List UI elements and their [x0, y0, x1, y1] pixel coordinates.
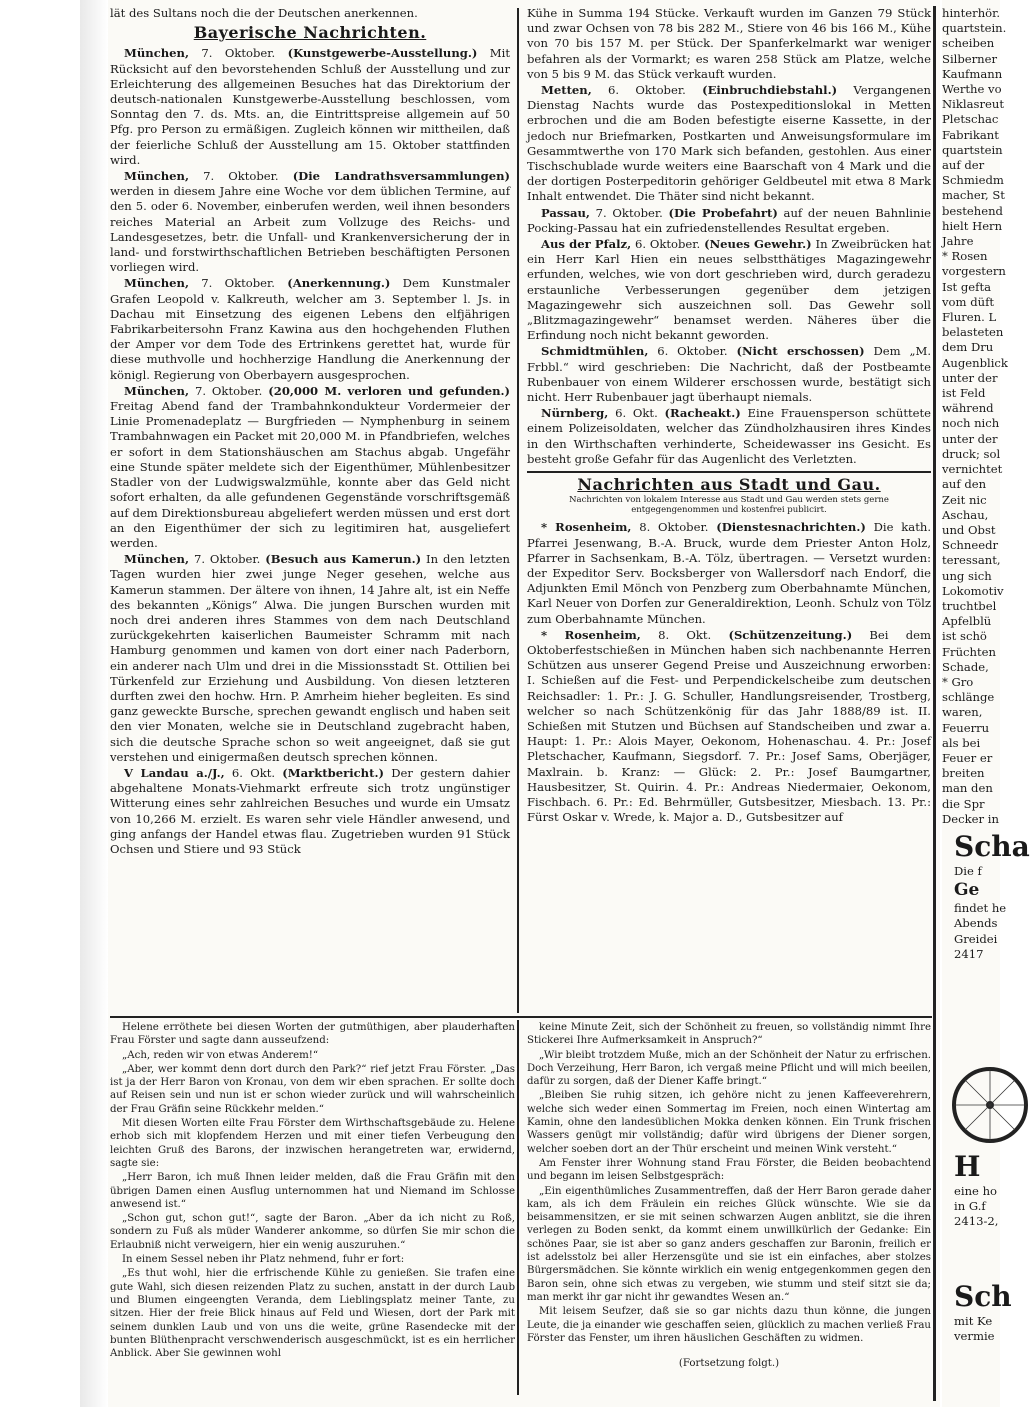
- local-articles: [527, 520, 931, 825]
- paragraph: „Ach, reden wir von etwas Anderem!“: [122, 1049, 319, 1061]
- top-fragment: lät des Sultans noch die der Deutschen anerkennen.: [110, 6, 418, 20]
- edge-line: Silberner: [942, 51, 998, 66]
- article-location: Schmidtmühlen,: [541, 344, 649, 359]
- edge-line: in G.f: [954, 1199, 986, 1214]
- ad2-text: [954, 1184, 998, 1230]
- article-headline: (Nicht erschossen): [736, 344, 865, 359]
- article-text: In Zweibrücken hat ein Herr Karl Hien ein neues selbstthätiges Magazingewehr erfunden, welches, wie von dort geschrieben wird, durch geradezu erstaunliche Verbesserungen gegenüber dem jetzigen Magazingewehr sich auszeichnen soll. Das Gewehr soll „Blitzmagazingewehr“ benamset werden. Näheres über die Erfindung noch nicht bekannt geworden.: [527, 237, 932, 343]
- section-subnote: Nachrichten von lokalem Interesse aus Stadt und Gau werden stets gerne entgegengenommen und kostenfrei publicirt.: [569, 495, 889, 516]
- article-headline: (Kunstgewerbe-Ausstellung.): [287, 46, 478, 61]
- edge-line: unter der: [942, 370, 998, 385]
- edge-divider: [933, 6, 936, 1401]
- edge-line: Greidei: [954, 931, 998, 946]
- article-location: V Landau a./J.,: [124, 765, 225, 780]
- edge-line: Apfelblü: [942, 614, 992, 629]
- ad1-text: [954, 901, 1030, 962]
- edge-line: als bei: [942, 735, 981, 750]
- article-text: werden in diesem Jahre eine Woche vor dem üblichen Termine, auf den 5. oder 6. November, einberufen werden, weil ihnen besonders reiches Material an Arbeit zum Vollzuge des Reichs- und Landesgesetzes, betr. die Unfall- und Krankenversicherung der in land- und forstwirthschaftlichen Betrieben beschäftigten Personen vorliegen wird.: [110, 184, 510, 275]
- column-2: [527, 6, 931, 1016]
- article-date: 8. Oktober.: [639, 520, 709, 535]
- edge-line: Schade,: [942, 659, 989, 674]
- article-date: 6. Okt.: [231, 765, 276, 780]
- page-spine: [80, 0, 108, 1407]
- article: [110, 46, 510, 168]
- article-location: * Rosenheim,: [541, 520, 632, 535]
- feuilleton-divider: [517, 1020, 519, 1395]
- articles-list: [527, 83, 931, 467]
- edge-line: man den: [942, 781, 993, 796]
- edge-line: Zeit nic: [942, 492, 987, 507]
- article-text: Mit Rücksicht auf den bevorstehenden Schluß der Ausstellung und zur Erleichterung des allgemeinen Besuches hat das Direktorium der deutsch-nationalen Kunstgewerbe-Ausstellung beschlossen, vom Sonntag den 7. ds. Mts. an, die Eintrittspreise allgemein auf 50 Pfg. pro Person zu ermäßigen. Zugleich können wir mittheilen, daß der feierliche Schluß der Ausstellung am 15. Oktober stattfinden wird.: [110, 46, 511, 167]
- paragraph: In einem Sessel neben ihr Platz nehmend, fuhr er fort:: [122, 1254, 405, 1266]
- edge-line: findet he: [954, 901, 1007, 916]
- ad1-line: Die f: [954, 864, 982, 878]
- paragraph: „Aber, wer kommt denn dort durch den Park?“ rief jetzt Frau Förster. „Das ist ja der Herr Baron von Kronau, von dem wir eben sprachen. Er sollte doch auf Reisen sein und nun ist er schon wieder zurück und will wahrscheinlich der Frau Gräfin seine Rückkehr melden.“: [110, 1063, 515, 1115]
- edge-ad-3: [954, 1280, 1012, 1344]
- edge-line: und Obst: [942, 522, 996, 537]
- section-heading-local: Nachrichten aus Stadt und Gau.: [577, 475, 881, 495]
- continued-note: (Fortsetzung folgt.): [678, 1358, 780, 1370]
- article-text: Eine Frauensperson schüttete einem Polizeisoldaten, welcher das Zündholzhausiren ihres Kindes in den Wirthschaften verhinderte, Scheidewasser ins Gesicht. Es besteht große Gefahr für das Augenlicht des Verletzten.: [527, 406, 932, 466]
- edge-line: Decker in: [942, 811, 999, 826]
- article: [527, 206, 931, 236]
- article-location: * Rosenheim,: [541, 627, 641, 642]
- article-text: Die kath. Pfarrei Jesenwang, B.-A. Bruck, wurde dem Priester Anton Holz, Pfarrer in Sachsenkam, B.-A. Tölz, übertragen. — Versetzt wurden: der Expeditor Serv. Bocksberger von Wallersdorf nach Endorf, die Adjunkten Emil Mönch von Penzberg zum Oberbahnamte München, Karl Neuer von Dorfen zur Generaldirektion, Leonh. Schulz von Tölz zum Oberbahnamte München.: [527, 520, 932, 626]
- edge-line: scheiben: [942, 36, 995, 51]
- article-text: In den letzten Tagen wurden hier zwei junge Neger gesehen, welche aus Kamerun stammen. Der ältere von ihnen, 14 Jahre alt, ist ein Neffe des bekannten „Königs“ Alwa. Die jungen Burschen wurden mit noch drei anderen ihres Stammes von dem nach Deutschland zurückgekehrten kaiserlichen Baumeister Schramm mit nach Hamburg genommen und kamen von dort einer nach Paderborn, ein anderer nach Ulm und drei in die Missionsstadt St. Ottilien bei Türkenfeld zur Erziehung und Ausbildung. Von diesen letzteren durften zwei den hochw. Hrn. P. Amrheim hieher begleiten. Es sind ganz geweckte Bursche, sprechen gewandt englisch und haben seit den vier Monaten, welche sie in Deutschland zugebracht haben, sich die deutsche Sprache schon so weit angeeignet, daß sie gut verstehen und einigermaßen deutsch sprechen können.: [110, 552, 510, 764]
- article-date: 7. Oktober.: [201, 46, 276, 61]
- article: [110, 766, 510, 857]
- article-date: 6. Oktober.: [608, 83, 686, 98]
- article-date: 6. Oktober.: [657, 344, 728, 359]
- edge-line: belasteten: [942, 325, 1004, 340]
- edge-line: quartstein: [942, 142, 1003, 157]
- feuilleton-right-paras: [527, 1021, 931, 1345]
- edge-line: Lokomotiv: [942, 583, 1004, 598]
- edge-line: eine ho: [954, 1184, 998, 1198]
- article-location: München,: [124, 552, 190, 567]
- edge-line: * Rosen: [942, 249, 988, 264]
- article: [527, 406, 931, 467]
- paragraph: „Wir bleibt trotzdem Muße, mich an der Schönheit der Natur zu erfrischen. Doch Verzeihung, Herr Baron, ich vergaß meine Pflicht und will mich beeilen, dafür zu sorgen, daß der Diener Kaffe bringt.“: [527, 1049, 931, 1088]
- paragraph: keine Minute Zeit, sich der Schönheit zu freuen, so vollständig nimmt Ihre Stickerei Ihre Aufmerksamkeit in Anspruch?“: [527, 1022, 931, 1047]
- paragraph: Mit diesen Worten eilte Frau Förster dem Wirthschaftsgebäude zu. Helene erhob sich mit klopfendem Herzen und mit einer tiefen Verbeugung den leichten Gruß des Barons, der inzwischen herangetreten war, erwidernd, sagte sie:: [110, 1118, 515, 1169]
- article: [527, 344, 931, 405]
- edge-line: mit Ke: [954, 1314, 993, 1328]
- edge-line: Pletschac: [942, 112, 999, 127]
- edge-line: Aschau,: [942, 507, 989, 522]
- edge-line: Früchten: [942, 644, 997, 659]
- feuilleton-left: [110, 1021, 515, 1401]
- article-headline: (Schützenzeitung.): [728, 627, 853, 642]
- column-1: [110, 6, 510, 1016]
- article-date: 8. Okt.: [658, 627, 712, 642]
- articles-list: [110, 46, 510, 857]
- edge-line: hinterhör.: [942, 6, 1001, 20]
- edge-line: Kaufmann: [942, 66, 1003, 81]
- edge-line: 2413-2,: [954, 1214, 999, 1229]
- edge-line: Fluren. L: [942, 310, 997, 325]
- edge-line: ung sich: [942, 568, 992, 583]
- paragraph: Helene erröthete bei diesen Worten der gutmüthigen, aber plauderhaften Frau Förster und sagte dann ausseufzend:: [110, 1022, 515, 1047]
- feuilleton-rule: [110, 1016, 932, 1018]
- edge-line: schlänge: [942, 690, 995, 705]
- article-text: Vergangenen Dienstag Nachts wurde das Postexpeditionslokal in Metten erbrochen und die am Boden befestigte eiserne Kassette, in der jedoch nur Briefmarken, Postkarten und Anweisungsformulare im Gesammtwerthe von 170 Mark sich befanden, gestohlen. Aus einer Tischschublade wurde weiters eine Baarschaft von 4 Mark und die der dortigen Posterpeditorin gehöriger Geldbeutel mit etwa 8 Mark Inhalt entwendet. Die Thäter sind nicht bekannt.: [527, 83, 931, 204]
- paragraph: Am Fenster ihrer Wohnung stand Frau Förster, die Beiden beobachtend und begann im leisen Selbstgespräch:: [527, 1157, 931, 1183]
- article-text: Dem „M. Frbbl.“ wird geschrieben: Die Nachricht, daß der Postbeamte Rubenbauer von einem Wilderer erschossen wurde, bestätigt sich nicht. Herr Rubenbauer jagt überhaupt niemals.: [527, 344, 932, 405]
- edge-ad-1: [954, 830, 1030, 962]
- paragraph: „Es thut wohl, hier die erfrischende Kühle zu genießen. Sie trafen eine gute Wahl, sich diesen reizenden Platz zu suchen, anstatt in der durch Laub und Blumen eingeengten Veranda, dem Lieblingsplatz meiner Tante, zu sitzen. Hier der freie Blick hinaus auf Feld und Wiesen, dort der Park mit seinem dunklen Laub und von uns die weite, grüne Rasendecke mit der bunten Blüthenpracht verschwenderisch ausgeschmückt, ist es ein herrlicher Anblick. Aber Sie gewinnen wohl: [110, 1268, 515, 1360]
- article-location: Metten,: [541, 83, 592, 98]
- edge-line: macher, St: [942, 188, 1005, 203]
- article-headline: (Marktbericht.): [282, 765, 384, 780]
- edge-line: Schmiedm: [942, 173, 1004, 188]
- article-location: Passau,: [541, 205, 590, 220]
- edge-line: vernichtet: [942, 462, 1003, 477]
- article-text: Dem Kunstmaler Grafen Leopold v. Kalkreuth, welcher am 3. September l. Js. in Dachau mit Einsetzung des eigenen Lebens den elfjährigen Fabrikarbeitersohn Franz Kawina aus den hochgehenden Fluthen der Amper vor dem Tode des Ertrinkens gerettet hat, wurde für diese muthvolle und hochherzige Handlung die Anerkennung der königl. Regierung von Oberbayern ausgesprochen.: [110, 276, 511, 382]
- article-headline: (Die Landrathsversammlungen): [292, 169, 511, 184]
- feuilleton-right: [527, 1021, 931, 1401]
- article: [110, 169, 510, 275]
- edge-line: Schneedr: [942, 538, 999, 553]
- edge-line: Feuer er: [942, 750, 993, 765]
- feuilleton-left-paras: [110, 1021, 515, 1360]
- adjacent-page-edge: [942, 0, 1030, 1407]
- article-text: Freitag Abend fand der Trambahnkondukteur Vordermeier der Linie Promenadeplatz — Burgfrieden — Nymphenburg in seinem Trambahnwagen ein Packet mit 20,000 M. in Pfandbriefen, welches er sofort in dem Stationshäuschen am Stachus abgab. Ungefähr eine Stunde später meldete sich der Eigenthümer, Mühlenbesitzer Stadler von der Ludwigswalzmühle, konnte aber das Geld nicht sofort erhalten, da alle gefundenen Gegenstände vorschriftsgemäß auf dem Direktionsbureau abgeliefert werden müssen und erst dort an den Eigenthümer der sich zu legitimiren hat, ausgeliefert werden.: [110, 399, 510, 550]
- edge-line: ist schö: [942, 629, 987, 644]
- paragraph: „Bleiben Sie ruhig sitzen, ich gehöre nicht zu jenen Kaffeeverehrern, welche sich weder einen Sommertag im Freien, noch einen Wintertag am Kamin, ohne den landesüblichen Mokka denken können. Ein Trunk frischen Wassers genügt mir vollständig; dafür wird übrigens der Diener sorgen, welcher soeben dort an der Thür erscheint und meinen Wink versteht.“: [527, 1090, 931, 1155]
- ad1-mid: Ge: [954, 880, 980, 901]
- edge-line: waren,: [942, 705, 983, 720]
- edge-line: bestehend: [942, 203, 1003, 218]
- article-text: Bei dem Oktoberfestschießen in München haben sich nachbenannte Herren Schützen aus unserer Gegend Preise und Auszeichnung erworben: I. Schießen auf die Fest- und Perpendickelscheibe zum deutschen Reichsadler: 1. Pr.: J. G. Schuller, Handlungsreisender, Trostberg, welcher so nach Schützenkönig für das Jahr 1888/89 ist. II. Schießen mit Stutzen und Büchsen auf Standscheiben und zwar a. Haupt: 1. Pr.: Alois Mayer, Oekonom, Hohenaschau. 4. Pr.: Josef Pletschacher, Kaufmann, Siegsdorf. 7. Pr.: Josef Sams, Oberjäger, Maxlrain. b. Kranz: — Glück: 2. Pr.: Josef Baumgartner, Hausbesitzer, St. Quirin. 4. Pr.: Andreas Niedermaier, Oekonom, Fischbach. 6. Pr.: Ed. Behrmüller, Gutsbesitzer, Miesbach. 13. Pr.: Fürst Oskar v. Wrede, k. Major a. D., Gutsbesitzer auf: [527, 627, 931, 825]
- edge-line: vorgestern: [942, 264, 1006, 279]
- edge-line: Jahre: [942, 234, 974, 249]
- edge-line: noch nich: [942, 416, 1000, 431]
- article-date: 6. Okt.: [615, 406, 658, 421]
- edge-line: Feuerru: [942, 720, 990, 735]
- article-headline: (20,000 M. verloren und gefunden.): [268, 383, 511, 398]
- edge-line: hielt Hern: [942, 218, 1003, 233]
- article-location: Nürnberg,: [541, 406, 609, 421]
- article-text: auf der neuen Bahnlinie Pocking-Passau hat ein zufriedenstellendes Resultat ergeben.: [527, 205, 932, 235]
- edge-line: auf den: [942, 477, 987, 492]
- edge-lines: [942, 6, 1008, 827]
- edge-line: dem Dru: [942, 340, 994, 355]
- article-location: München,: [124, 46, 190, 61]
- edge-line: 2417: [954, 946, 984, 961]
- edge-line: druck; sol: [942, 446, 1001, 461]
- ad1-title: Scha: [954, 830, 1030, 863]
- ad3-title: Sch: [954, 1280, 1012, 1313]
- column-divider: [517, 8, 519, 1013]
- article: [527, 83, 931, 205]
- paragraph: „Schon gut, schon gut!“, sagte der Baron. „Aber da ich nicht zu Roß, sondern zu Fuß als müder Wanderer ankomme, so dürfen Sie mir schon die Erlaubniß nicht verweigern, hier ein wenig auszuruhen.“: [110, 1213, 515, 1251]
- section-rule: [527, 471, 931, 473]
- article-date: 6. Oktober.: [634, 237, 701, 252]
- edge-line: auf der: [942, 158, 985, 173]
- edge-line: ist Feld: [942, 386, 986, 401]
- article: [110, 276, 510, 382]
- ad2-title: H: [954, 1150, 981, 1183]
- article: [527, 237, 931, 343]
- article-headline: (Einbruchdiebstahl.): [702, 83, 838, 98]
- cattle-fragment: Kühe in Summa 194 Stücke. Verkauft wurden im Ganzen 79 Stück und zwar Ochsen von 78 bis 282 M., Stiere von 46 bis 166 M., Kühe von 70 bis 157 M. per Stück. Der Spanferkelmarkt war weniger befahren als der Vormarkt; es waren 258 Stück am Platze, welche von 5 bis 9 M. das Stück verkauft wurden.: [527, 6, 931, 81]
- article-headline: (Besuch aus Kamerun.): [265, 552, 422, 567]
- article-date: 7. Oktober.: [193, 552, 261, 567]
- edge-line: teressant,: [942, 553, 1001, 568]
- edge-line: quartstein.: [942, 21, 1007, 36]
- edge-line: vom düft: [942, 294, 995, 309]
- edge-line: Abends: [954, 916, 998, 931]
- edge-line: truchtbel: [942, 598, 997, 613]
- paragraph: „Ein eigenthümliches Zusammentreffen, daß der Herr Baron gerade daher kam, als ich dem Fräulein ein reiches Glück wünschte. Wie sie da beisammensitzen, er sie mit seinen schwarzen Augen anblitzt, sie die ihren verlegen zu Boden senkt, da kommt einem unwillkürlich der Gedanke: Ein schönes Paar, sie ist aber so ganz anders geschaffen zur Baronin, freilich er ist adelsstolz bei aller Herzensgüte und sie ist ein einfaches, aber stolzes Bürgersmädchen. Sie könnte wirklich ein wenig entgegenkommen gegen den Baron sein, ohne sich etwas zu vergeben, wie stumm und steif sitzt sie da; man merkt ihr gar nicht ihr gewandtes Wesen an.“: [527, 1185, 931, 1303]
- section-heading-bavarian: Bayerische Nachrichten.: [193, 23, 427, 43]
- edge-line: Fabrikant: [942, 127, 999, 142]
- article-headline: (Dienstesnachrichten.): [716, 520, 866, 535]
- newspaper-page: [80, 0, 940, 1407]
- article-date: 7. Oktober.: [194, 383, 263, 398]
- paragraph: Mit leisem Seufzer, daß sie so gar nichts dazu thun könne, die jungen Leute, die ja einander wie geschaffen seien, glücklich zu machen verließ Frau Förster das Fenster, um ihren häuslichen Geschäften zu widmen.: [527, 1306, 931, 1344]
- edge-line: Werthe vo: [942, 82, 1002, 97]
- article-location: München,: [124, 169, 190, 184]
- article: [110, 384, 510, 551]
- article: [527, 520, 931, 626]
- article: [110, 552, 510, 765]
- article-date: 7. Oktober.: [595, 205, 663, 220]
- article-date: 7. Oktober.: [201, 276, 275, 291]
- article: [527, 628, 931, 826]
- article-headline: (Anerkennung.): [287, 276, 391, 291]
- article-date: 7. Oktober.: [203, 169, 279, 184]
- edge-line: breiten: [942, 766, 985, 781]
- article-headline: (Neues Gewehr.): [704, 237, 812, 252]
- article-text: Der gestern dahier abgehaltene Monats-Viehmarkt erfreute sich trotz ungünstiger Witterung eines sehr zahlreichen Besuches und wurde ein Umsatz von 10,266 M. erzielt. Es waren sehr viele Händler anwesend, und ging anfangs der Handel etwas flau. Zugetrieben wurden 91 Stück Ochsen und Stiere und 93 Stück: [110, 765, 511, 856]
- edge-line: * Gro: [942, 674, 974, 689]
- edge-ad-2: [954, 1150, 998, 1230]
- article-headline: (Racheakt.): [664, 406, 741, 421]
- article-location: München,: [124, 276, 190, 291]
- ad3-text: [954, 1314, 1012, 1344]
- edge-line: während: [942, 401, 994, 416]
- edge-line: vermie: [954, 1329, 995, 1344]
- edge-line: die Spr: [942, 796, 985, 811]
- article-headline: (Die Probefahrt): [668, 205, 778, 220]
- article-location: Aus der Pfalz,: [541, 237, 632, 252]
- edge-line: unter der: [942, 431, 998, 446]
- edge-line: Augenblick: [942, 355, 1008, 370]
- article-location: München,: [124, 383, 190, 398]
- edge-line: Ist gefta: [942, 279, 992, 294]
- bicycle-wheel-icon: [950, 1060, 1010, 1150]
- edge-line: Niklasreut: [942, 97, 1004, 112]
- paragraph: „Herr Baron, ich muß Ihnen leider melden, daß die Frau Gräfin mit den übrigen Damen einen Ausflug unternommen hat und Niemand im Schlosse anwesend ist.“: [110, 1172, 515, 1210]
